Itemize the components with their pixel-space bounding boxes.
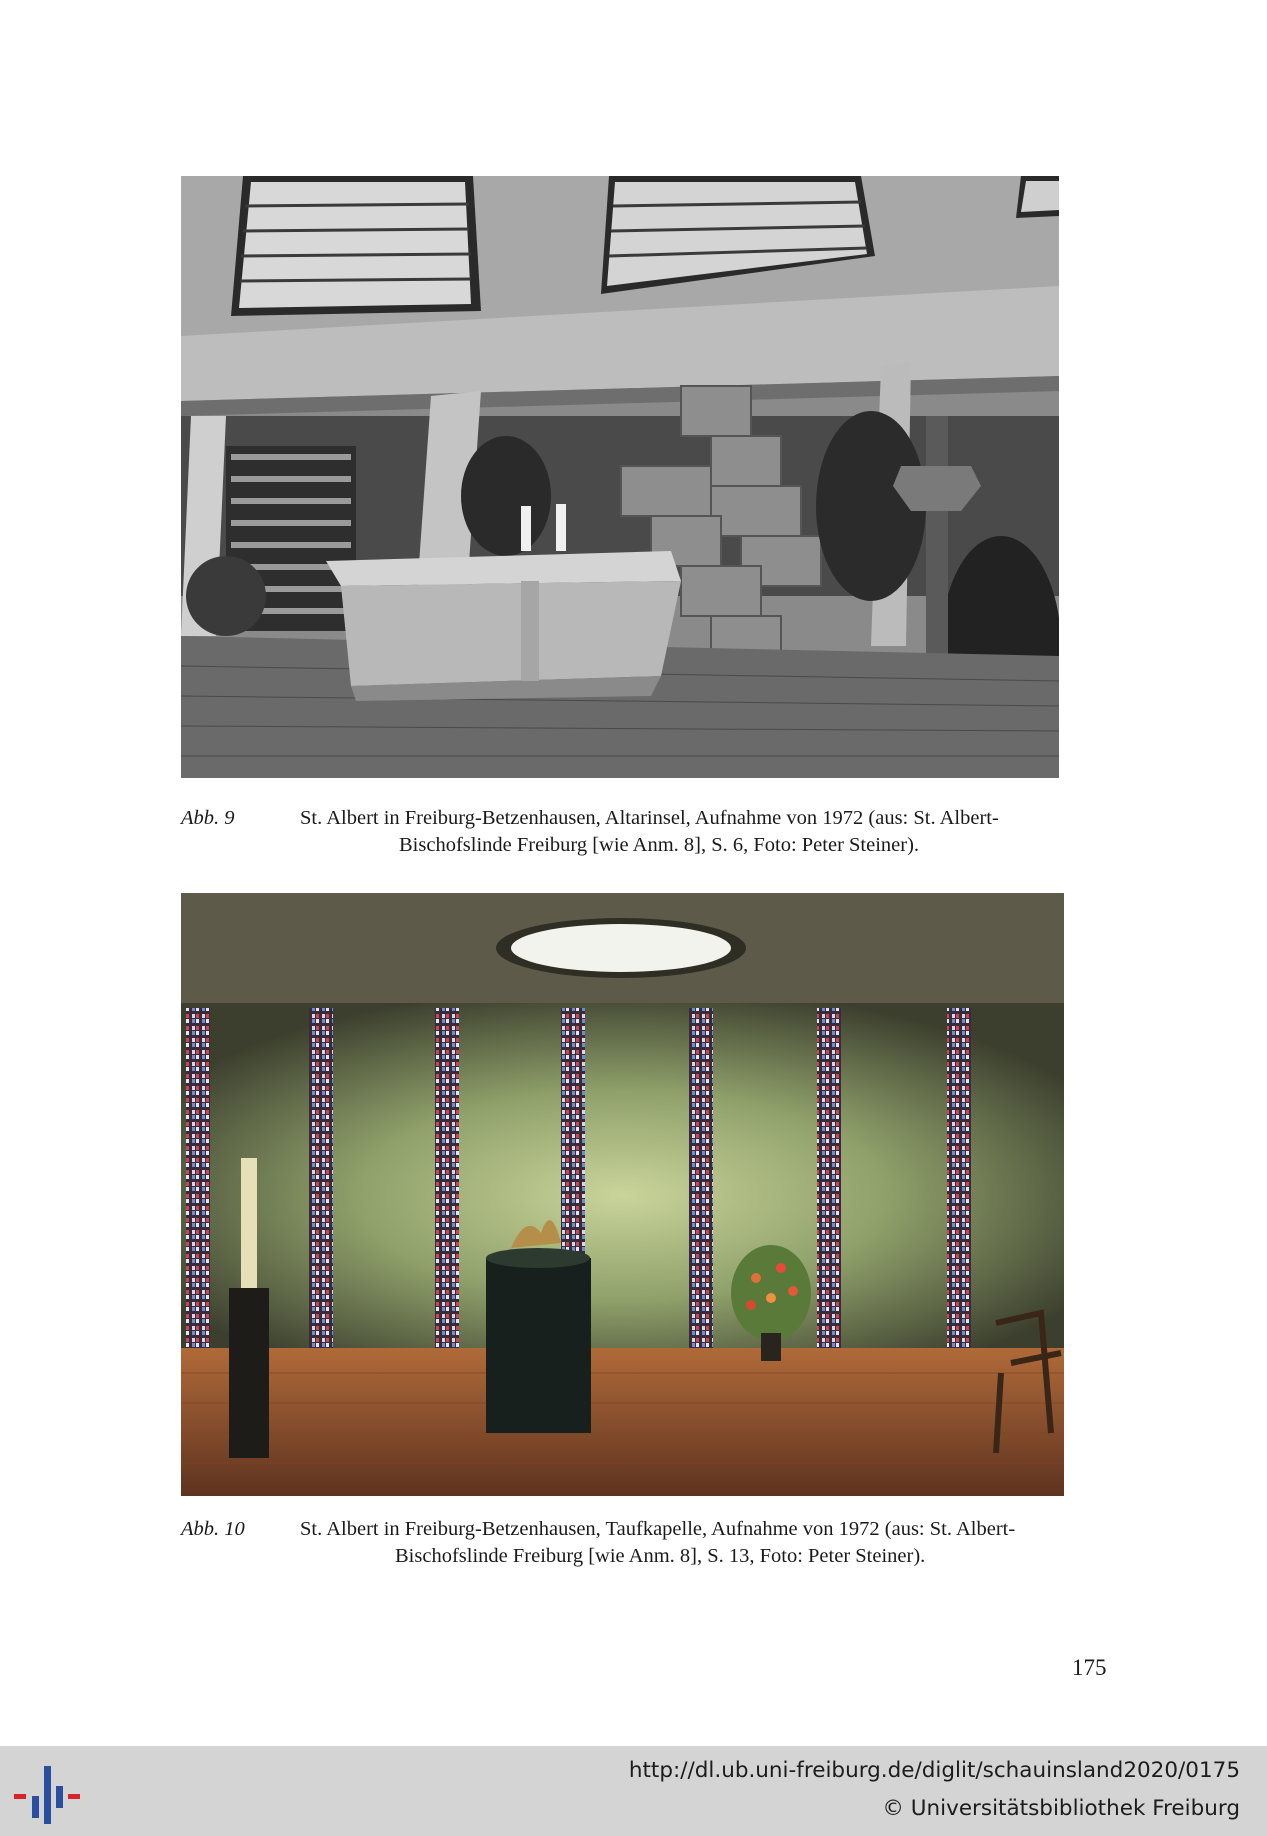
figure-10-photo bbox=[181, 893, 1064, 1496]
figure-10-caption-line2: Bischofslinde Freiburg [wie Anm. 8], S. 13, Foto: Peter Steiner). bbox=[395, 1545, 926, 1567]
baptismal-font bbox=[486, 1220, 591, 1433]
altar-island-photo bbox=[181, 176, 1059, 778]
figure-9-photo bbox=[181, 176, 1059, 778]
window-lattice-left bbox=[231, 176, 481, 316]
ub-freiburg-logo-icon[interactable] bbox=[14, 1766, 80, 1824]
footer-url-link[interactable]: http://dl.ub.uni-freiburg.de/diglit/schauinsland2020/0175 bbox=[628, 1758, 1240, 1783]
baptism-chapel-photo bbox=[181, 893, 1064, 1496]
footer-bar bbox=[0, 1746, 1267, 1836]
figure-10-caption-line1: St. Albert in Freiburg-Betzenhausen, Taufkapelle, Aufnahme von 1972 (aus: St. Albert- bbox=[300, 1518, 1016, 1540]
page-number: 175 bbox=[1072, 1655, 1107, 1680]
figure-10-label: Abb. 10 bbox=[181, 1518, 245, 1540]
figure-9-caption-line1: St. Albert in Freiburg-Betzenhausen, Altarinsel, Aufnahme von 1972 (aus: St. Albert- bbox=[300, 807, 999, 829]
figure-9-label: Abb. 9 bbox=[181, 807, 235, 829]
footer-copyright: © Universitätsbibliothek Freiburg bbox=[882, 1796, 1240, 1821]
figure-10-caption bbox=[181, 1516, 1061, 1576]
altar bbox=[326, 551, 681, 701]
figure-9-caption-line2: Bischofslinde Freiburg [wie Anm. 8], S. 6, Foto: Peter Steiner). bbox=[399, 834, 920, 856]
figure-9-caption bbox=[181, 805, 1061, 865]
